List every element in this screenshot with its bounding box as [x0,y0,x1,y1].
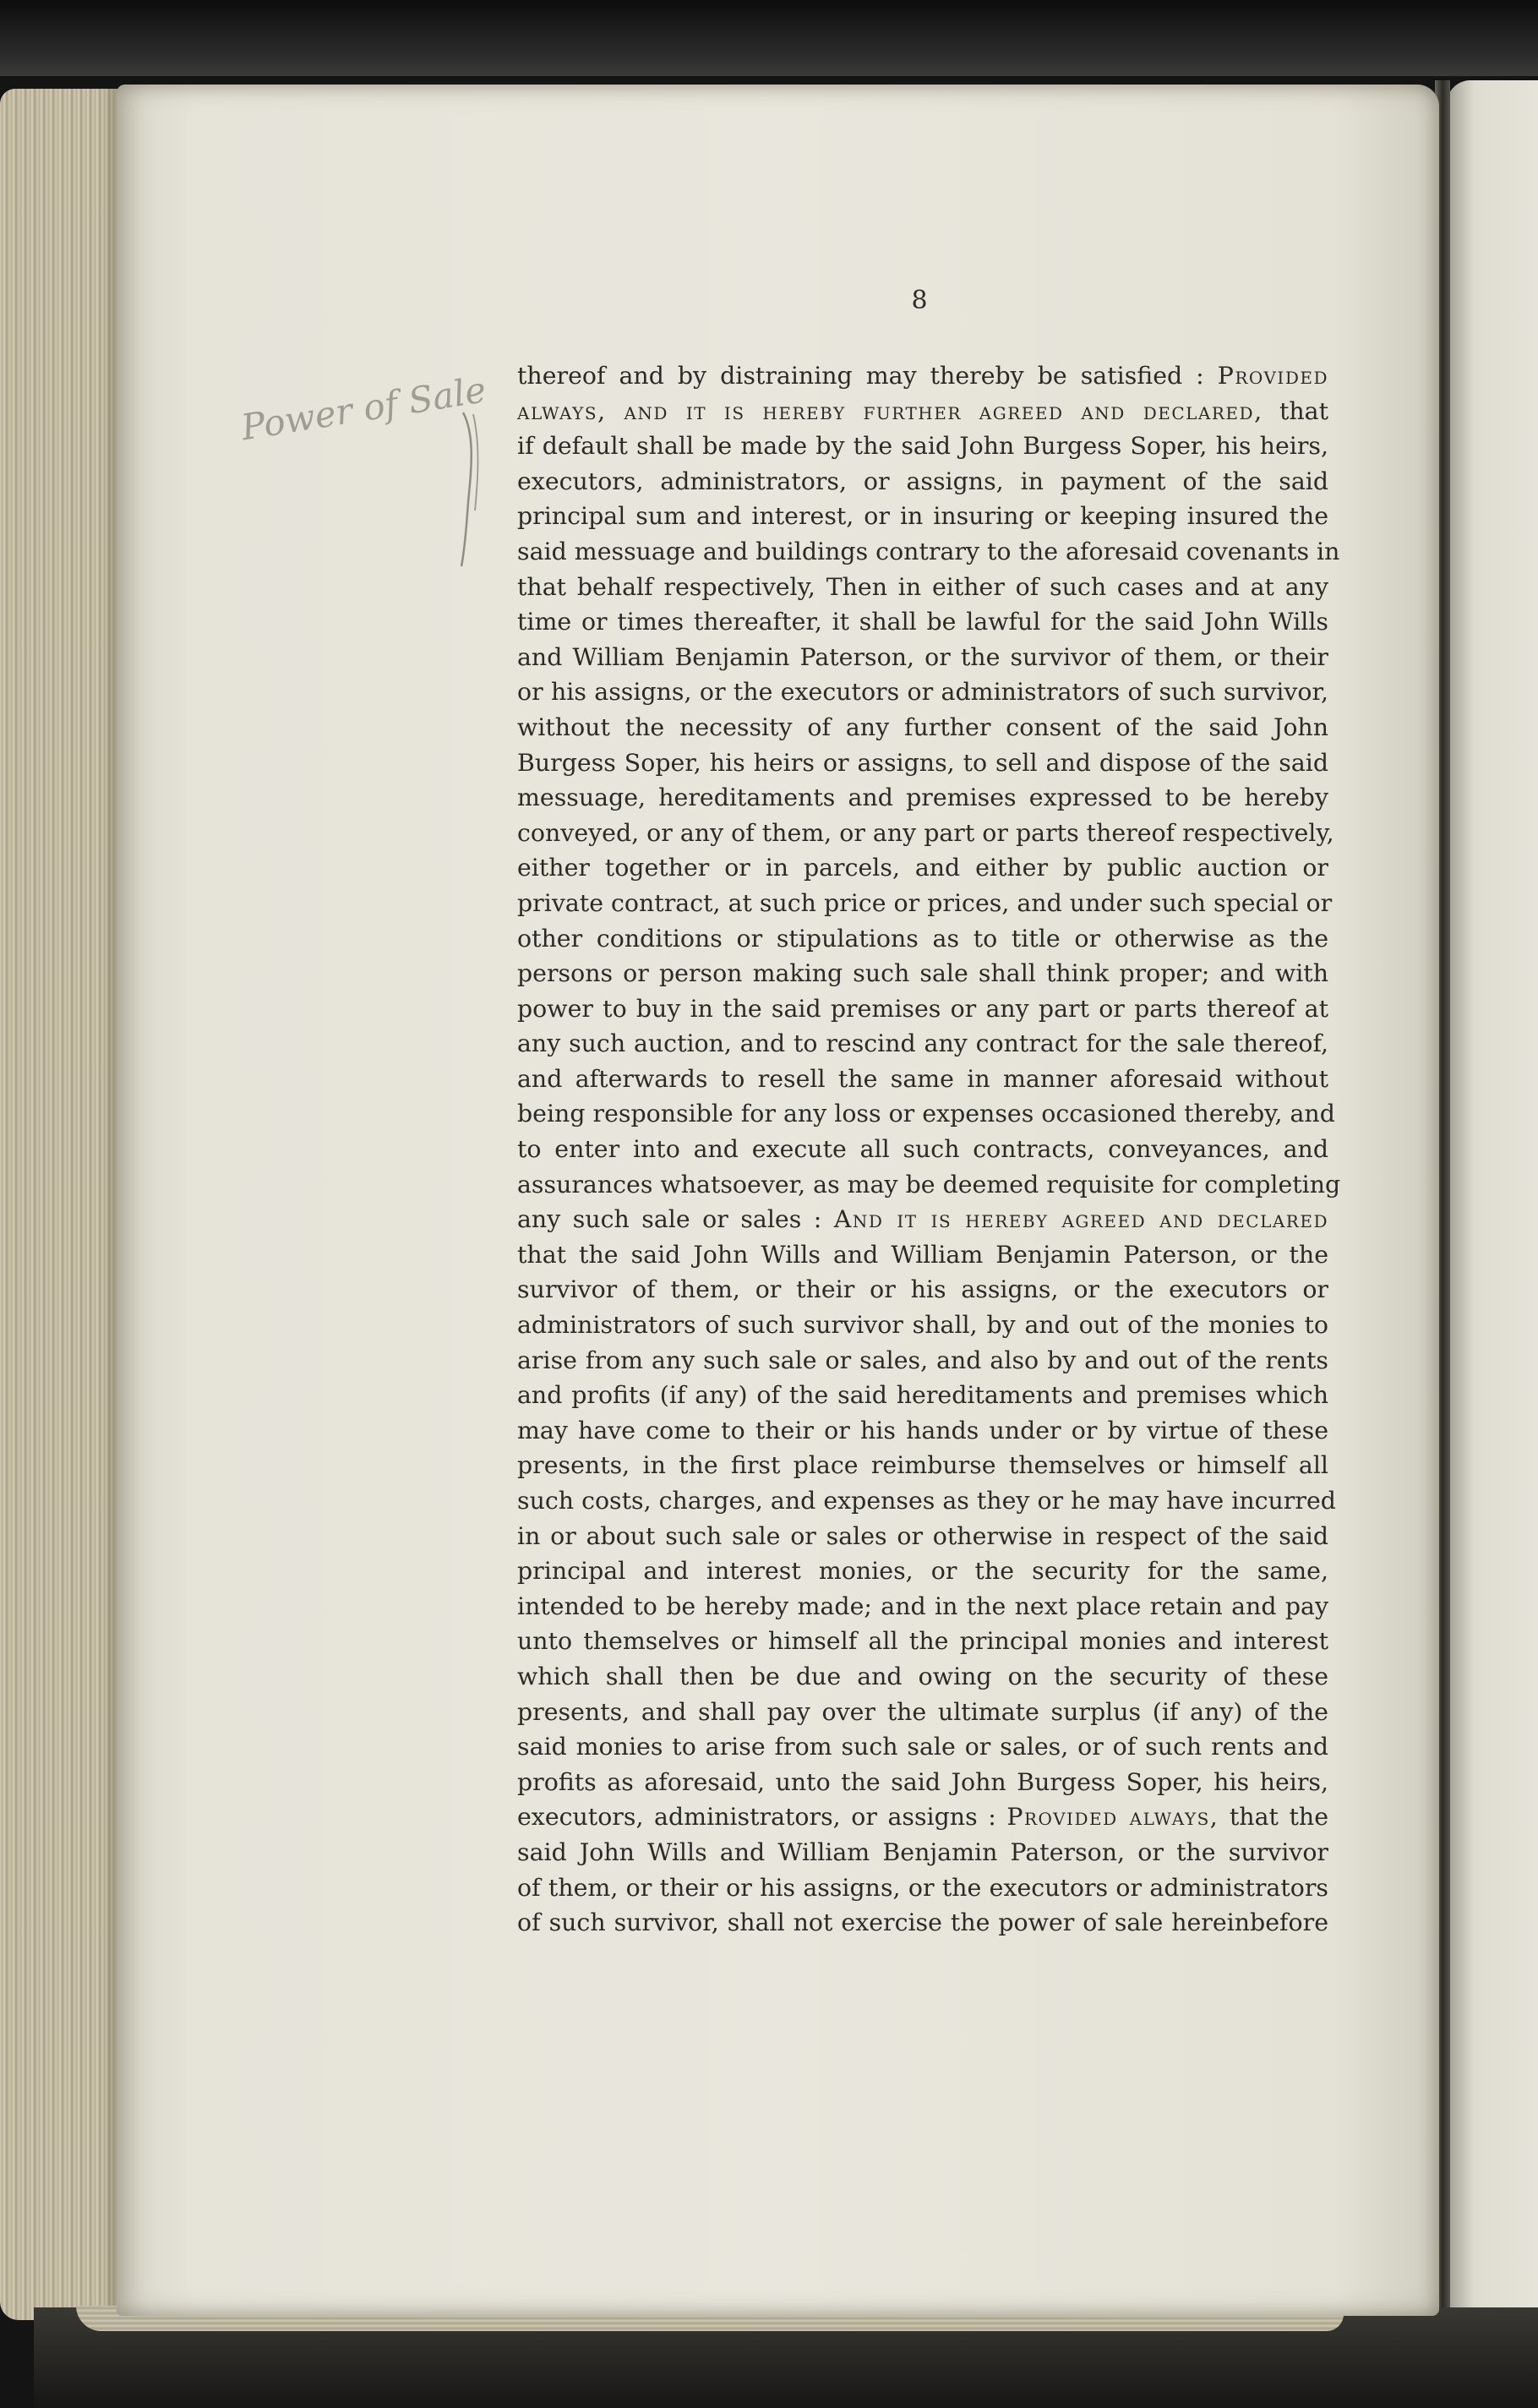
text-segment: being responsible for any loss or expenses occasioned thereby, and [517,1100,1335,1128]
text-line [517,534,1340,570]
text-line [517,1062,1328,1097]
text-line [517,394,1328,429]
page-stack-left [0,89,127,2320]
text-segment: which shall then be due and owing on the security of these [517,1662,1328,1690]
text-segment: and William Benjamin Paterson, or the survivor of them, or their [517,642,1328,671]
small-caps-segment: Provided always, [1006,1803,1219,1832]
text-segment: that behalf respectively, Then in either of such cases and at any [517,572,1328,601]
text-line [517,1237,1328,1273]
adjacent-page-edge [1447,80,1538,2329]
text-line [517,1765,1328,1800]
text-segment: said monies to arise from such sale or sales, or of such rents and [517,1733,1328,1761]
text-line [517,1729,1328,1765]
text-line [517,745,1328,781]
text-line [517,1343,1328,1379]
text-segment: presents, and shall pay over the ultimate surplus (if any) of the [517,1697,1328,1726]
text-line [517,429,1328,464]
text-line [517,1378,1328,1413]
text-line [517,674,1328,710]
text-segment: assurances whatsoever, as may be deemed requisite for completing [517,1170,1341,1199]
text-line [517,1026,1328,1062]
text-segment: without the necessity of any further consent of the said John [517,713,1328,741]
text-line [517,1096,1335,1132]
text-segment: private contract, at such price or prices, and under such special or [517,888,1333,917]
text-line [517,1799,1328,1835]
text-segment: thereof and by distraining may thereby be satisfied : [517,362,1218,390]
small-caps-segment: And it is hereby agreed and declared [833,1205,1328,1234]
text-segment: time or times thereafter, it shall be lawful for the said John Wills [517,608,1328,636]
text-line [517,956,1328,991]
text-line [517,499,1328,534]
text-line [517,1905,1328,1941]
text-segment: survivor of them, or their or his assigns, or the executors or [517,1275,1328,1304]
text-line [517,850,1328,886]
text-line [517,1413,1328,1449]
text-line [517,710,1328,745]
text-line [517,1202,1328,1237]
text-segment: such costs, charges, and expenses as they or he may have incurred [517,1487,1336,1515]
text-line [517,570,1328,605]
text-segment: if default shall be made by the said John Burgess Soper, his heirs, [517,432,1328,461]
text-segment: said messuage and buildings contrary to the aforesaid covenants in [517,537,1340,565]
text-segment: executors, administrators, or assigns : [517,1803,1007,1832]
text-segment: other conditions or stipulations as to title or otherwise as the [517,924,1328,953]
text-line [517,1132,1328,1167]
text-line [517,1272,1328,1308]
text-line [517,1308,1328,1343]
text-segment: any such sale or sales : [517,1205,834,1234]
text-segment: presents, in the first place reimburse themselves or himself all [517,1451,1328,1480]
body-text-block [517,358,1341,1941]
small-caps-segment: Provided [1217,362,1328,390]
text-segment: power to buy in the said premises or any part or parts thereof at [517,994,1328,1023]
text-segment: that [1263,396,1328,425]
text-segment: unto themselves or himself all the principal monies and interest [517,1627,1328,1656]
text-segment: Burgess Soper, his heirs or assigns, to sell and dispose of the said [517,748,1328,777]
text-line [517,1483,1336,1519]
text-segment: messuage, hereditaments and premises expressed to be hereby [517,784,1328,812]
text-segment: may have come to their or his hands under or by virtue of these [517,1416,1328,1444]
text-line [517,886,1333,921]
text-segment: to enter into and execute all such contracts, conveyances, and [517,1135,1328,1164]
text-segment: profits as aforesaid, unto the said John Burgess Soper, his heirs, [517,1767,1328,1796]
pencil-margin-note: Power of Sale [238,369,489,449]
text-segment: arise from any such sale or sales, and also by and out of the rents [517,1346,1328,1374]
text-segment: any such auction, and to rescind any contract for the sale thereof, [517,1029,1328,1058]
small-caps-segment: always, and it is hereby further agreed and declared, [517,396,1263,425]
text-line [517,991,1328,1027]
book-cover-top-edge [0,0,1538,76]
text-segment: conveyed, or any of them, or any part or parts thereof respectively, [517,818,1334,847]
text-line [517,1448,1328,1483]
text-line [517,816,1334,851]
text-segment: principal sum and interest, or in insuring or keeping insured the [517,502,1328,531]
text-segment: and profits (if any) of the said hereditaments and premises which [517,1381,1328,1410]
text-line [517,780,1328,816]
text-segment: said John Wills and William Benjamin Paterson, or the survivor [517,1837,1328,1866]
text-line [517,1624,1328,1659]
text-line [517,604,1328,640]
text-line [517,1553,1328,1589]
text-segment: or his assigns, or the executors or administrators of such survivor, [517,678,1328,707]
text-segment: and afterwards to resell the same in manner aforesaid without [517,1064,1328,1093]
text-line [517,358,1328,394]
text-segment: persons or person making such sale shall think proper; and with [517,959,1328,988]
text-line [517,1167,1341,1203]
text-line [517,1519,1328,1554]
pencil-bracket-mark [456,409,482,570]
text-line [517,464,1328,500]
text-segment: either together or in parcels, and either by public auction or [517,854,1328,882]
text-line [517,1589,1328,1624]
text-segment: that the said John Wills and William Benjamin Paterson, or the [517,1240,1328,1269]
text-segment: that the [1219,1803,1328,1832]
text-line [517,1659,1328,1695]
text-segment: executors, administrators, or assigns, in payment of the said [517,467,1328,495]
text-line [517,1695,1328,1730]
text-segment: principal and interest monies, or the security for the same, [517,1557,1328,1586]
text-line [517,1835,1328,1870]
text-segment: in or about such sale or sales or otherwise in respect of the said [517,1521,1328,1550]
page-number: 8 [911,286,928,315]
text-line [517,640,1328,675]
text-segment: administrators of such survivor shall, by and out of the monies to [517,1311,1328,1340]
text-segment: of such survivor, shall not exercise the power of sale hereinbefore [517,1908,1328,1937]
text-line [517,1870,1328,1906]
text-segment: of them, or their or his assigns, or the executors or administrators [517,1873,1328,1902]
text-line [517,921,1328,957]
text-segment: intended to be hereby made; and in the next place retain and pay [517,1592,1328,1620]
